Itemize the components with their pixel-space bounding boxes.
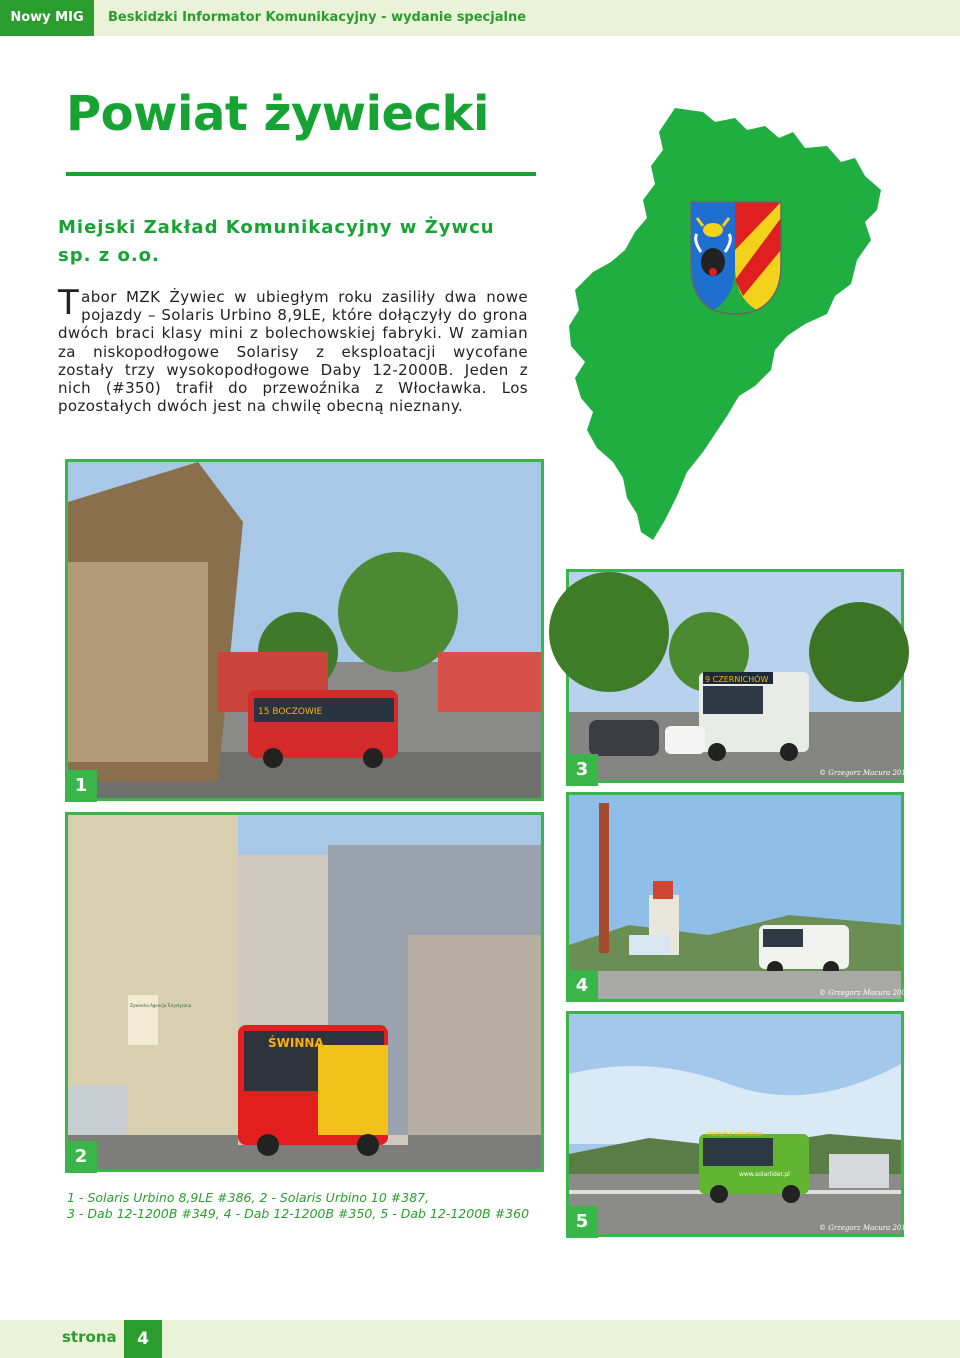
magazine-title: Beskidzki Informator Komunikacyjny - wydanie specjalne — [108, 10, 527, 25]
photo-3 — [566, 569, 911, 783]
credit-5: © Grzegorz Macura 2013 — [819, 1224, 911, 1232]
shop-sign: Żywiecka Agencja Turystyczna — [130, 1003, 192, 1008]
bus-sign-5: PRZELĘCZ KOCIERSKA — [707, 1132, 763, 1138]
bus-sign-1: 15 BOCZOWIE — [258, 707, 323, 717]
page-number: 4 — [124, 1320, 162, 1358]
county-shape — [569, 108, 881, 540]
photo-number-2: 2 — [65, 1141, 97, 1173]
page-title: Powiat żywiecki — [66, 86, 489, 142]
county-map — [565, 100, 905, 550]
credit-3: © Grzegorz Macura 2013 — [819, 769, 911, 777]
article-text — [58, 283, 528, 416]
subtitle-line-1: Miejski Zakład Komunikacyjny w Żywcu — [58, 217, 495, 238]
magazine-tag: Nowy MIG — [0, 0, 94, 36]
article-paragraph: abor MZK Żywiec w ubiegłym roku zasiliły dwa nowe pojazdy – Solaris Urbino 8,9LE, które dołączyły do grona dwóch braci klasy mini z bolechowskiej fabryki. W zamian za niskopodłogowe Solarisy z eksploatacji wycofane zostały trzy wysokopodłogowe Daby 12-2000B. Jeden z nich (#350) trafił do przewoźnika z Włocławka. Los pozostałych dwóch jest na chwilę obecną nieznany. — [58, 288, 528, 416]
photo-4 — [566, 792, 911, 1002]
bus-livery: www.solarlider.pl — [739, 1171, 790, 1178]
section-subtitle — [58, 214, 528, 270]
photo-1 — [65, 459, 544, 801]
drop-cap: T — [58, 283, 80, 323]
footer-page-label: strona — [62, 1328, 117, 1346]
bus-sign-3: 9 CZERNICHÓW — [705, 675, 769, 684]
photo-number-5: 5 — [566, 1206, 598, 1238]
caption-line-1: 1 - Solaris Urbino 8,9LE #386, 2 - Solaris Urbino 10 #387, — [67, 1190, 430, 1205]
photo-number-4: 4 — [566, 970, 598, 1002]
photo-5 — [566, 1011, 911, 1237]
credit-4: © Grzegorz Macura 2009 — [819, 989, 911, 997]
photo-caption — [67, 1190, 547, 1222]
subtitle-line-2: sp. z o.o. — [58, 245, 160, 266]
bus-sign-2: ŚWINNA — [268, 1036, 324, 1050]
header-band — [0, 0, 960, 36]
photo-2 — [65, 812, 544, 1172]
caption-line-2: 3 - Dab 12-1200B #349, 4 - Dab 12-1200B #350, 5 - Dab 12-1200B #360 — [67, 1206, 530, 1221]
photo-number-3: 3 — [566, 754, 598, 786]
photo-number-1: 1 — [65, 770, 97, 802]
title-underline — [66, 172, 536, 176]
